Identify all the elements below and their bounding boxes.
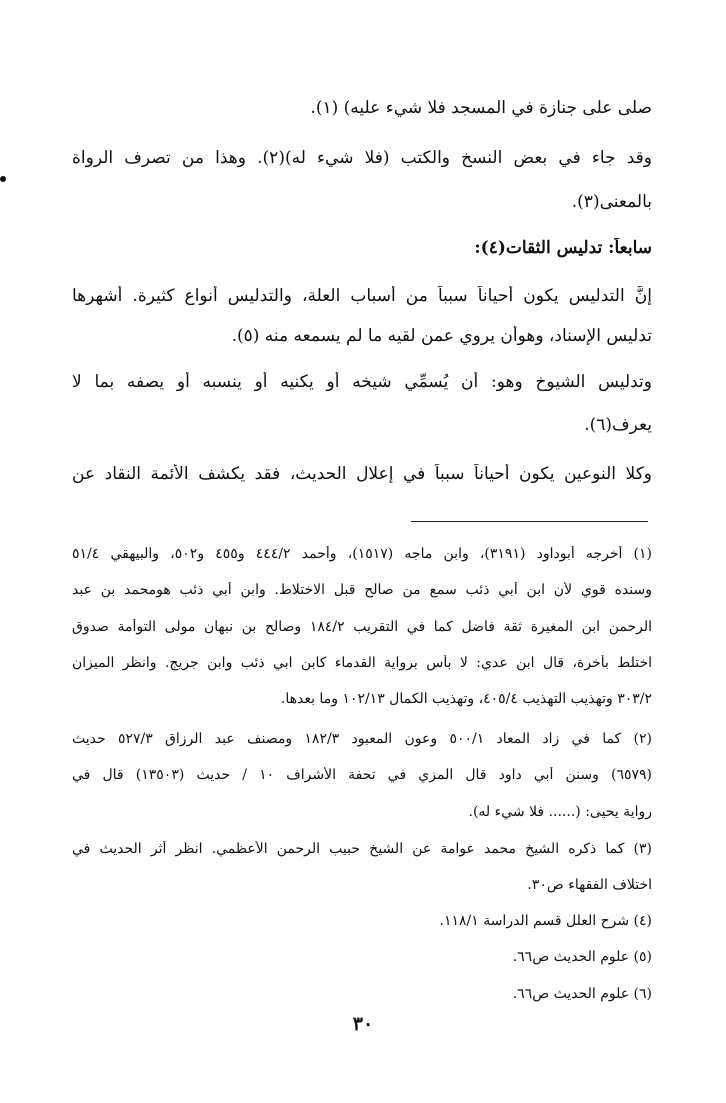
footnote-line-6: (٢) كما في زاد المعاد ٥٠٠/١ وعون المعبود ١٨٢/٣ ومصنف عبد الرزاق ٥٢٧/٣ حديث	[72, 731, 652, 747]
body-line-2: وقد جاء في بعض النسخ والكتب (فلا شيء له)(٢). وهذا من تصرف الرواة	[72, 148, 652, 168]
footnote-line-1: (١) أخرجه أبوداود (٣١٩١)، وابن ماجه (١٥١٧)، وأحمد ٤٤٤/٢ و٤٥٥ و٥٠٢، والبيهقي ٥١/٤	[72, 546, 652, 562]
body-line-8: يعرف(٦).	[584, 415, 652, 435]
footnote-line-8: رواية يحيى: (...... فلا شيء له).	[468, 804, 652, 820]
body-line-3: بالمعنى(٣).	[571, 192, 652, 212]
margin-dot	[0, 176, 6, 182]
footnote-line-3: الرحمن ابن المغيرة ثقة فاضل كما في التقريب ١٨٤/٢ وصالح بن نبهان مولى التوأمة صدوق	[72, 619, 652, 635]
body-line-9: وكلا النوعين يكون أحياناً سبباً في إعلال الحديث، فقد يكشف الأئمة النقاد عن	[72, 464, 652, 484]
section-heading: سابعاً: تدليس الثقات(٤):	[474, 238, 652, 258]
body-line-5: إنَّ التدليس يكون أحياناً سبباً من أسباب العلة، والتدليس أنواع كثيرة. أشهرها	[72, 286, 652, 306]
footnote-line-12: (٥) علوم الحديث ص٦٦.	[512, 949, 652, 965]
footnote-line-5: ٣٠٣/٢ وتهذيب التهذيب ٤٠٥/٤، وتهذيب الكمال ١٠٢/١٣ وما بعدها.	[280, 691, 652, 707]
footnote-line-10: اختلاف الفقهاء ص٣٠.	[527, 877, 652, 893]
page-number: ٣٠	[352, 1013, 374, 1035]
footnote-line-2: وسنده قوي لأن ابن أبي ذئب سمع من صالح قبل الاختلاط. وابن أبي ذئب هومحمد بن عبد	[72, 582, 652, 598]
footnote-line-7: (٦٥٧٩) وسنن أبي داود قال المزي في تحفة الأشراف ١٠ / حديث (١٣٥٠٣) قال في	[72, 767, 652, 783]
footnote-line-13: (٦) علوم الحديث ص٦٦.	[512, 986, 652, 1002]
footnote-line-4: اختلط بأخرة، قال ابن عدي: لا بأس برواية القدماء كابن ابي ذئب وابن جريج. وانظر الميزان	[72, 655, 652, 671]
footnote-line-9: (٣) كما ذكره الشيخ محمد عوامة عن الشيخ حبيب الرحمن الأعظمي. انظر أثر الحديث في	[72, 841, 652, 857]
footnote-separator	[411, 521, 648, 522]
body-line-6: تدليس الإسناد، وهوأن يروي عمن لقيه ما لم يسمعه منه (٥).	[231, 326, 652, 346]
body-line-1: صلى على جنازة في المسجد فلا شيء عليه) (١).	[310, 98, 652, 118]
body-line-7: وتدليس الشيوخ وهو: أن يُسمِّي شيخه أو يكنيه أو ينسبه أو يصفه بما لا	[72, 372, 652, 392]
footnote-line-11: (٤) شرح العلل قسم الدراسة ١١٨/١.	[439, 913, 652, 929]
